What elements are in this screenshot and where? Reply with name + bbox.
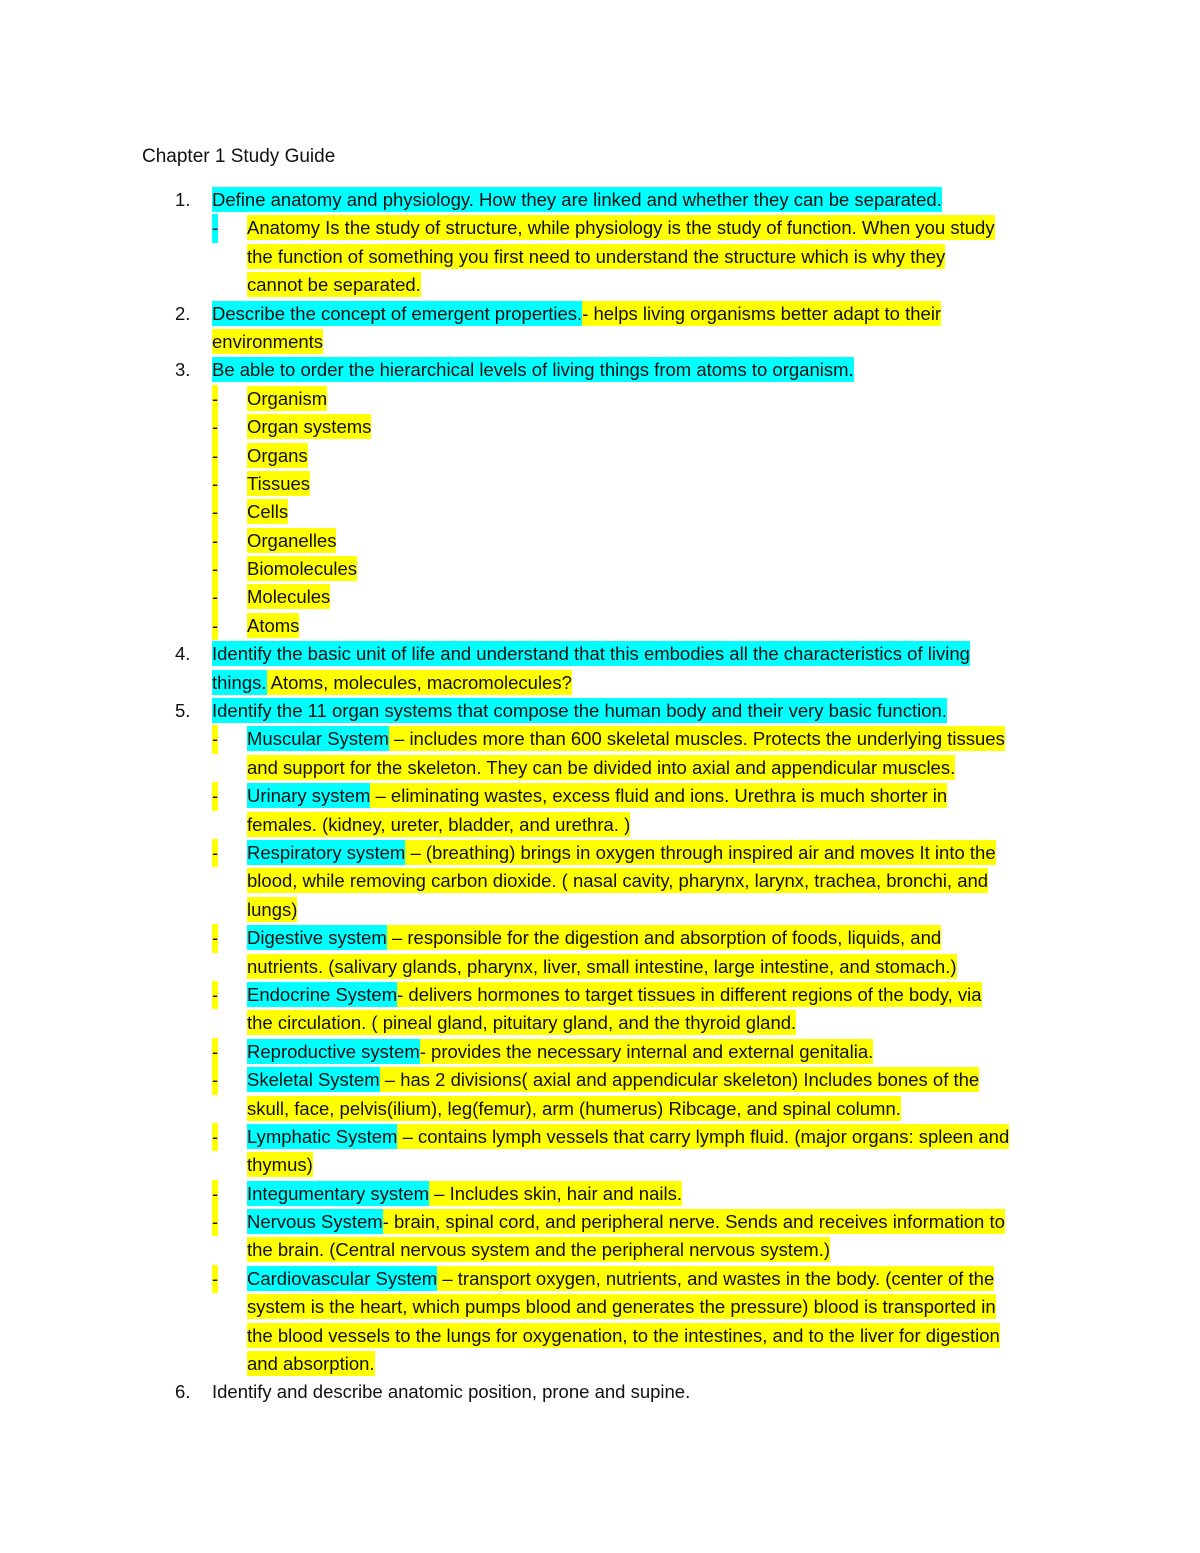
organ-system-item — [142, 839, 1072, 867]
organ-system-name: Endocrine System — [247, 983, 398, 1005]
bullet-dash: - — [212, 1208, 218, 1236]
organ-system-item-cont — [142, 1009, 1072, 1037]
bullet-dash: - — [212, 612, 218, 640]
question-5 — [142, 697, 1072, 725]
hierarchy-level-item — [142, 555, 1072, 583]
hierarchy-level-label: Cells — [247, 501, 289, 523]
question-number: 4. — [175, 643, 191, 665]
organ-system-description: lungs) — [247, 898, 298, 920]
organ-system-item-cont — [142, 1322, 1072, 1350]
question-number: 2. — [175, 302, 191, 324]
bullet-dash: - — [212, 498, 218, 526]
hierarchy-level-item — [142, 612, 1072, 640]
organ-system-description: – eliminating wastes, excess fluid and ions. Urethra is much shorter in — [370, 785, 948, 807]
hierarchy-levels-list — [142, 385, 1072, 641]
organ-system-item-cont — [142, 811, 1072, 839]
question-text: Identify the 11 organ systems that compose the human body and their very basic function. — [212, 700, 947, 722]
question-text: Describe the concept of emergent properties. — [212, 302, 583, 324]
answer-text: cannot be separated. — [247, 274, 421, 296]
organ-system-item-cont — [142, 896, 1072, 924]
organ-system-item — [142, 1038, 1072, 1066]
organ-system-description: – has 2 divisions( axial and appendicular skeleton) Includes bones of the — [379, 1069, 980, 1091]
organ-system-description: – (breathing) brings in oxygen through inspired air and moves It into the — [405, 841, 996, 863]
organ-system-item-cont — [142, 1293, 1072, 1321]
organ-systems-list — [142, 725, 1072, 1378]
organ-system-item — [142, 725, 1072, 753]
bullet-dash: - — [212, 385, 218, 413]
organ-system-description: the circulation. ( pineal gland, pituitary gland, and the thyroid gland. — [247, 1012, 797, 1034]
answer-text: environments — [212, 330, 324, 352]
organ-system-description: the brain. (Central nervous system and the peripheral nervous system.) — [247, 1239, 831, 1261]
bullet-dash: - — [212, 1066, 218, 1094]
answer-text: Anatomy Is the study of structure, while physiology is the study of function. When you study — [247, 217, 995, 239]
organ-system-description: females. (kidney, ureter, bladder, and urethra. ) — [247, 813, 631, 835]
hierarchy-level-label: Biomolecules — [247, 558, 358, 580]
hierarchy-level-label: Organ systems — [247, 416, 372, 438]
organ-system-item — [142, 1180, 1072, 1208]
bullet-dash: - — [212, 725, 218, 753]
question-number: 3. — [175, 359, 191, 381]
organ-system-name: Integumentary system — [247, 1182, 429, 1204]
hierarchy-level-label: Organelles — [247, 529, 337, 551]
question-text: things. — [212, 671, 267, 693]
question-text: Identify and describe anatomic position, prone and supine. — [212, 1381, 691, 1403]
organ-system-name: Reproductive system — [247, 1040, 420, 1062]
organ-system-description: – includes more than 600 skeletal muscles. Protects the underlying tissues — [388, 728, 1005, 750]
organ-system-description: - provides the necessary internal and external genitalia. — [419, 1040, 874, 1062]
hierarchy-level-item — [142, 442, 1072, 470]
organ-system-name: Muscular System — [247, 728, 389, 750]
organ-system-name: Respiratory system — [247, 841, 406, 863]
organ-system-name: Cardiovascular System — [247, 1267, 438, 1289]
organ-system-item-cont — [142, 867, 1072, 895]
hierarchy-level-item — [142, 385, 1072, 413]
answer-line — [142, 243, 1072, 271]
organ-system-item — [142, 1265, 1072, 1293]
organ-system-description: – responsible for the digestion and absorption of foods, liquids, and — [386, 927, 942, 949]
organ-system-description: system is the heart, which pumps blood and generates the pressure) blood is transported in — [247, 1296, 996, 1318]
bullet-dash: - — [212, 214, 218, 242]
study-guide-list — [142, 186, 1072, 1407]
question-number: 5. — [175, 700, 191, 722]
organ-system-name: Nervous System — [247, 1211, 383, 1233]
bullet-dash: - — [212, 1038, 218, 1066]
organ-system-description: – Includes skin, hair and nails. — [429, 1182, 682, 1204]
organ-system-item — [142, 924, 1072, 952]
question-1 — [142, 186, 1072, 214]
organ-system-item-cont — [142, 953, 1072, 981]
question-2 — [142, 300, 1072, 328]
hierarchy-level-label: Organism — [247, 387, 328, 409]
bullet-dash: - — [212, 981, 218, 1009]
question-6 — [142, 1378, 1072, 1406]
organ-system-description: and absorption. — [247, 1353, 375, 1375]
organ-system-description: the blood vessels to the lungs for oxygenation, to the intestines, and to the liver for digestion — [247, 1324, 1000, 1346]
question-4-cont — [142, 669, 1072, 697]
organ-system-description: and support for the skeleton. They can be divided into axial and appendicular muscles. — [247, 756, 956, 778]
organ-system-item-cont — [142, 1236, 1072, 1264]
answer-line — [142, 214, 1072, 242]
organ-system-item-cont — [142, 754, 1072, 782]
bullet-dash: - — [212, 470, 218, 498]
document-title: Chapter 1 Study Guide — [142, 146, 336, 167]
bullet-dash: - — [212, 839, 218, 867]
bullet-dash: - — [212, 1180, 218, 1208]
organ-system-description: thymus) — [247, 1154, 313, 1176]
hierarchy-level-label: Organs — [247, 444, 308, 466]
organ-system-item — [142, 1208, 1072, 1236]
bullet-dash: - — [212, 583, 218, 611]
question-number: 6. — [175, 1381, 191, 1403]
hierarchy-level-item — [142, 413, 1072, 441]
organ-system-description: - delivers hormones to target tissues in different regions of the body, via — [397, 983, 982, 1005]
question-4 — [142, 640, 1072, 668]
hierarchy-level-item — [142, 583, 1072, 611]
organ-system-item — [142, 981, 1072, 1009]
hierarchy-level-item — [142, 527, 1072, 555]
question-text: Identify the basic unit of life and understand that this embodies all the characteristics of living — [212, 643, 970, 665]
hierarchy-level-label: Atoms — [247, 614, 300, 636]
organ-system-item-cont — [142, 1095, 1072, 1123]
hierarchy-level-label: Tissues — [247, 472, 311, 494]
organ-system-name: Digestive system — [247, 927, 387, 949]
organ-system-item-cont — [142, 1350, 1072, 1378]
organ-system-description: – transport oxygen, nutrients, and wastes in the body. (center of the — [437, 1267, 995, 1289]
organ-system-description: nutrients. (salivary glands, pharynx, liver, small intestine, large intestine, and stomach.) — [247, 955, 957, 977]
bullet-dash: - — [212, 527, 218, 555]
bullet-dash: - — [212, 555, 218, 583]
bullet-dash: - — [212, 782, 218, 810]
organ-system-name: Lymphatic System — [247, 1125, 398, 1147]
organ-system-name: Urinary system — [247, 785, 371, 807]
answer-text: the function of something you first need to understand the structure which is why they — [247, 245, 946, 267]
organ-system-name: Skeletal System — [247, 1069, 380, 1091]
organ-system-description: skull, face, pelvis(ilium), leg(femur), arm (humerus) Ribcage, and spinal column. — [247, 1097, 901, 1119]
answer-line — [142, 271, 1072, 299]
bullet-dash: - — [212, 1265, 218, 1293]
question-number: 1. — [175, 189, 191, 210]
organ-system-item — [142, 1123, 1072, 1151]
bullet-dash: - — [212, 413, 218, 441]
organ-system-item — [142, 1066, 1072, 1094]
organ-system-item — [142, 782, 1072, 810]
bullet-dash: - — [212, 442, 218, 470]
hierarchy-level-label: Molecules — [247, 586, 331, 608]
answer-line — [142, 328, 1072, 356]
question-3 — [142, 356, 1072, 384]
bullet-dash: - — [212, 1123, 218, 1151]
answer-text: Atoms, molecules, macromolecules? — [266, 671, 572, 693]
organ-system-description: - brain, spinal cord, and peripheral nerve. Sends and receives information to — [382, 1211, 1005, 1233]
organ-system-item-cont — [142, 1151, 1072, 1179]
bullet-dash: - — [212, 924, 218, 952]
hierarchy-level-item — [142, 498, 1072, 526]
answer-text: - helps living organisms better adapt to their — [582, 302, 942, 324]
organ-system-description: blood, while removing carbon dioxide. ( nasal cavity, pharynx, larynx, trachea, bronchi, and — [247, 870, 989, 892]
question-text: Define anatomy and physiology. How they are linked and whether they can be separated. — [212, 189, 942, 210]
hierarchy-level-item — [142, 470, 1072, 498]
organ-system-description: – contains lymph vessels that carry lymph fluid. (major organs: spleen and — [397, 1125, 1010, 1147]
question-text: Be able to order the hierarchical levels of living things from atoms to organism. — [212, 359, 854, 381]
